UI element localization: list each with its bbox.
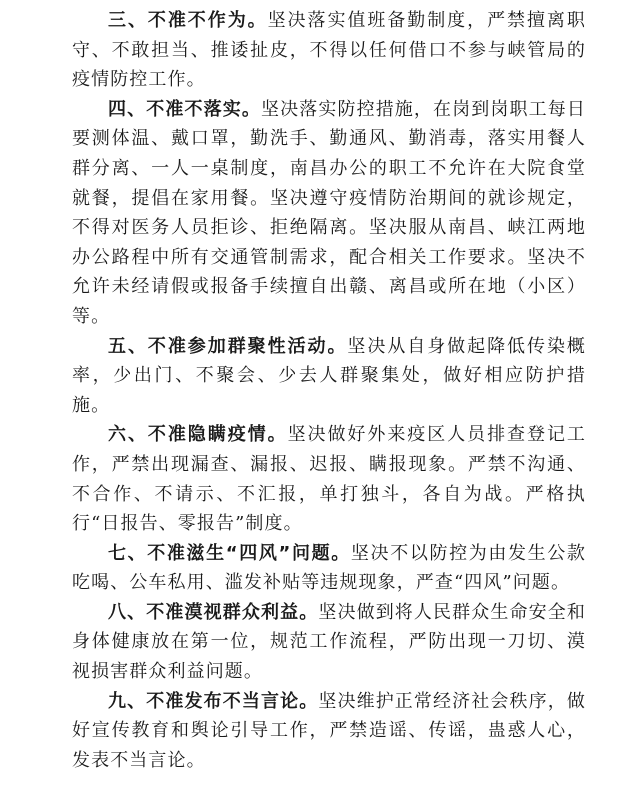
paragraph-body: 坚决落实值班备勤制度，严禁擅离职守、不敢担当、推诿扯皮，不得以任何借口不参与峡管局的疫情防控工作。 xyxy=(72,10,586,91)
paragraph-body: 坚决从自身做起降低传染概率，少出门、不聚会、少去人群聚集处，做好相应防护措施。 xyxy=(72,335,586,416)
paragraph-heading: 三、不准不作为。 xyxy=(108,10,268,31)
paragraph-rule-9 xyxy=(72,687,586,776)
paragraph-heading: 七、不准滋生“四风”问题。 xyxy=(108,542,351,564)
paragraph-body: 坚决维护正常经济社会秩序，做好宣传教育和舆论引导工作，严禁造谣、传谣，蛊惑人心，发表不当言论。 xyxy=(72,690,586,771)
paragraph-rule-4 xyxy=(72,95,586,332)
paragraph-heading: 四、不准不落实。 xyxy=(108,98,261,120)
paragraph-heading: 六、不准隐瞒疫情。 xyxy=(108,424,288,446)
paragraph-heading: 五、不准参加群聚性活动。 xyxy=(108,335,348,357)
paragraph-body: 坚决做好外来疫区人员排查登记工作，严禁出现漏查、漏报、迟报、瞒报现象。严禁不沟通、不合作、不请示、不汇报，单打独斗，各自为战。严格执行“日报告、零报告”制度。 xyxy=(72,424,587,535)
paragraph-rule-3 xyxy=(72,6,586,95)
paragraph-body: 坚决不以防控为由发生公款吃喝、公车私用、滥发补贴等违规现象，严查“四风”问题。 xyxy=(72,542,587,594)
paragraph-rule-7 xyxy=(72,539,586,598)
paragraph-rule-6 xyxy=(72,420,586,538)
paragraph-rule-5 xyxy=(72,332,586,421)
document-page xyxy=(72,6,586,775)
paragraph-heading: 九、不准发布不当言论。 xyxy=(108,690,319,712)
paragraph-body: 坚决落实防控措施，在岗到岗职工每日要测体温、戴口罩，勤洗手、勤通风、勤消毒，落实用餐人群分离、一人一桌制度，南昌办公的职工不允许在大院食堂就餐，提倡在家用餐。坚决遵守疫情防治期间的就诊规定，不得对医务人员拒诊、拒绝隔离。坚决服从南昌、峡江两地办公路程中所有交通管制需求，配合相关工作要求。坚决不允许未经请假或报备手续擅自出赣、离昌或所在地（小区）等。 xyxy=(72,98,586,327)
paragraph-heading: 八、不准漠视群众利益。 xyxy=(108,601,319,623)
paragraph-rule-8 xyxy=(72,598,586,687)
paragraph-body: 坚决做到将人民群众生命安全和身体健康放在第一位，规范工作流程，严防出现一刀切、漠视损害群众利益问题。 xyxy=(72,601,586,683)
